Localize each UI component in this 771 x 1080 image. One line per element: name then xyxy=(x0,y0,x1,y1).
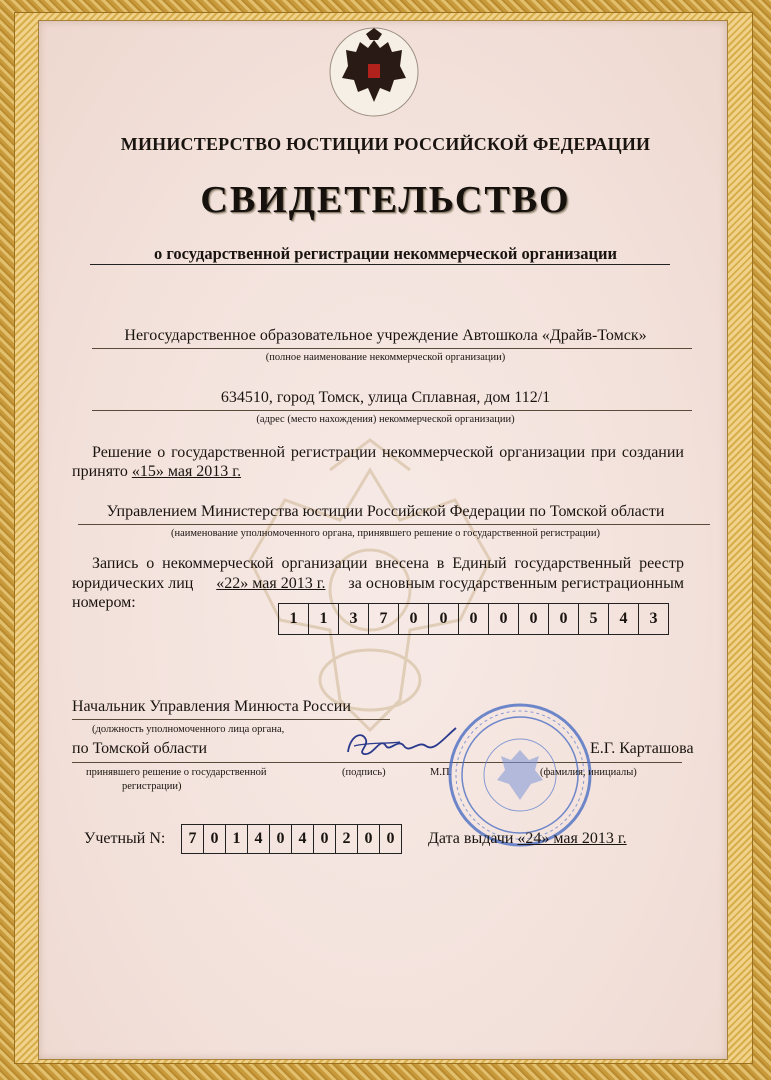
accounting-digit: 2 xyxy=(336,825,358,853)
accounting-number-label: Учетный N: xyxy=(84,830,166,847)
ogrn-digit: 0 xyxy=(429,604,459,634)
accounting-digit: 0 xyxy=(204,825,226,853)
certificate-title: СВИДЕТЕЛЬСТВО xyxy=(200,179,571,221)
ministry-heading: МИНИСТЕРСТВО ЮСТИЦИИ РОССИЙСКОЙ ФЕДЕРАЦИИ xyxy=(120,134,651,154)
ogrn-digit: 4 xyxy=(609,604,639,634)
authority-caption: (наименование уполномоченного органа, принявшего решение о государственной регистрации) xyxy=(171,528,600,539)
registry-prefix: юридических лиц xyxy=(72,575,194,592)
issue-date-label: Дата выдачи xyxy=(428,830,514,847)
ogrn-number-boxes xyxy=(278,603,669,635)
signatory-position-caption3: регистрации) xyxy=(122,781,182,792)
decision-text-line1: Решение о государственной регистрации некоммерческой организации при создании xyxy=(92,444,684,461)
accounting-number-boxes xyxy=(181,824,402,854)
ogrn-digit: 0 xyxy=(459,604,489,634)
signatory-position-caption1: (должность уполномоченного лица органа, xyxy=(92,724,285,735)
seal-caption: М.П. xyxy=(430,767,453,778)
ogrn-digit: 3 xyxy=(649,610,658,627)
authority-line xyxy=(78,524,710,525)
certificate-subtitle: о государственной регистрации некоммерческой организации xyxy=(153,244,618,263)
registry-date: «22» мая 2013 г. xyxy=(216,575,326,592)
ogrn-digit: 3 xyxy=(339,604,369,634)
ogrn-digit: 0 xyxy=(519,604,549,634)
accounting-digit: 0 xyxy=(314,825,336,853)
signatory-position-caption2: принявшего решение о государственной xyxy=(86,767,267,778)
address-line xyxy=(92,410,692,411)
accounting-digit: 0 xyxy=(270,825,292,853)
registry-text-line1: Запись о некоммерческой организации внесена в Единый государственный реестр xyxy=(92,555,684,572)
subtitle-underline xyxy=(90,264,670,265)
signatory-position-line1: Начальник Управления Минюста России xyxy=(72,698,351,715)
ogrn-digit: 1 xyxy=(309,604,339,634)
registry-text-line2 xyxy=(72,575,684,593)
registering-authority: Управлением Министерства юстиции Российской Федерации по Томской области xyxy=(106,503,665,520)
issue-date xyxy=(428,830,627,848)
organization-name: Негосударственное образовательное учреждение Автошкола «Драйв-Томск» xyxy=(124,327,647,344)
ogrn-digit: 5 xyxy=(579,604,609,634)
ogrn-digit: 0 xyxy=(549,604,579,634)
handwritten-signature xyxy=(340,716,460,766)
organization-name-caption: (полное наименование некоммерческой организации) xyxy=(265,352,506,363)
decision-text-line2 xyxy=(72,463,241,481)
accounting-digit: 0 xyxy=(358,825,380,853)
accounting-digit: 4 xyxy=(292,825,314,853)
accounting-digit: 7 xyxy=(182,825,204,853)
accounting-digit: 1 xyxy=(226,825,248,853)
ogrn-digit: 0 xyxy=(489,604,519,634)
address-caption: (адрес (место нахождения) некоммерческой организации) xyxy=(256,414,515,425)
decision-date: «15» мая 2013 г. xyxy=(131,463,242,480)
issue-date-value: «24» мая 2013 г. xyxy=(517,830,627,847)
registry-text-line3: номером: xyxy=(72,594,136,611)
accounting-digit: 4 xyxy=(248,825,270,853)
signatory-position-line2: по Томской области xyxy=(72,740,208,757)
signatory-name: Е.Г. Карташова xyxy=(590,740,694,757)
coat-of-arms-icon xyxy=(326,22,422,118)
organization-address: 634510, город Томск, улица Сплавная, дом 112/1 xyxy=(220,389,551,406)
ogrn-digit: 7 xyxy=(369,604,399,634)
ogrn-digit: 0 xyxy=(399,604,429,634)
accounting-digit: 0 xyxy=(386,830,395,847)
registry-suffix: за основным государственным регистрационным xyxy=(348,575,684,592)
organization-name-line xyxy=(92,348,692,349)
signatory-name-caption: (фамилия, инициалы) xyxy=(540,767,637,778)
decision-prefix: принято xyxy=(72,463,128,480)
signature-caption: (подпись) xyxy=(342,767,386,778)
ogrn-digit: 1 xyxy=(279,604,309,634)
